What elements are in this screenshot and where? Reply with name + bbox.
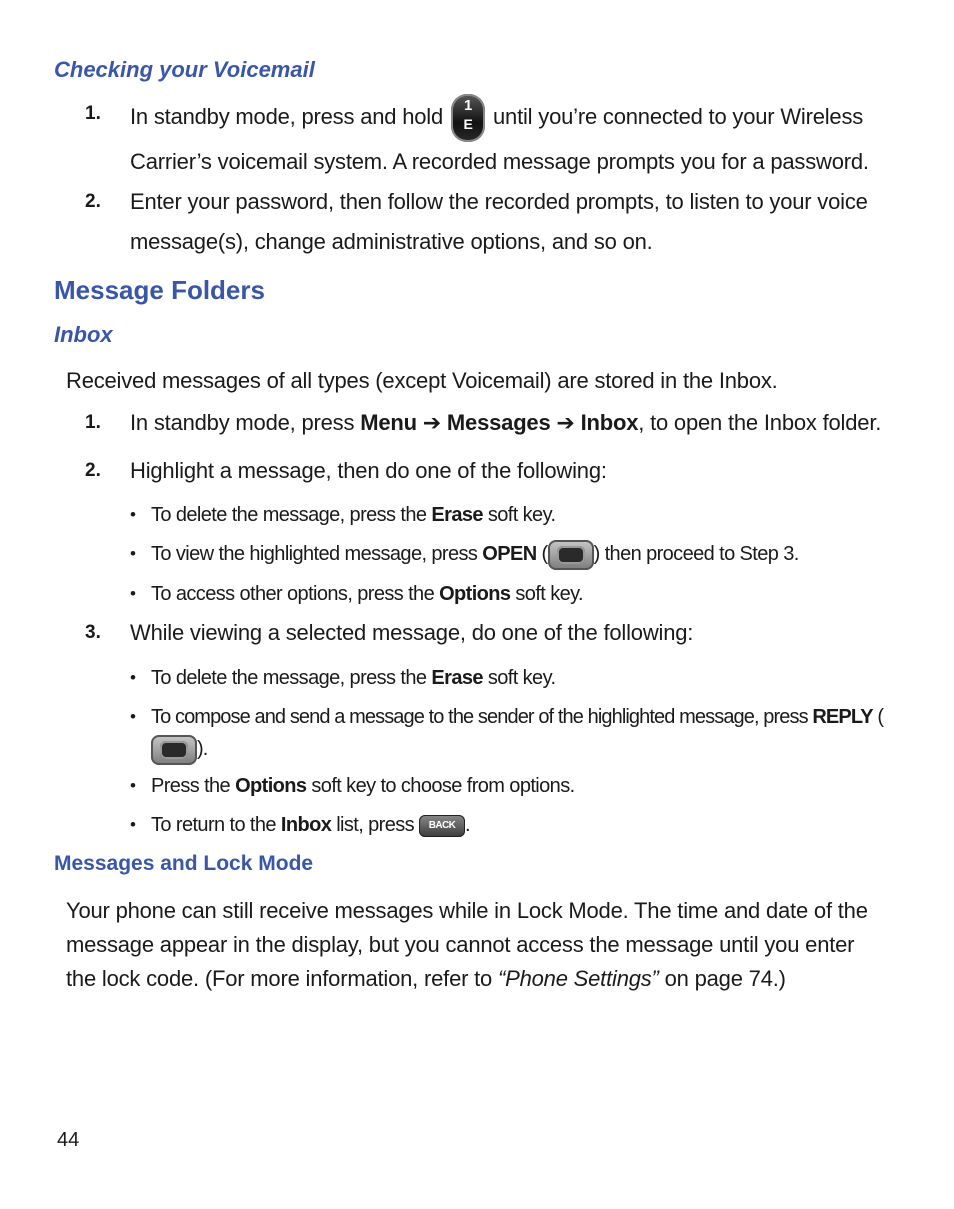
bullet-prefix: Press the: [151, 775, 231, 797]
open-paren: (: [541, 543, 548, 565]
open-key-label: OPEN: [482, 543, 537, 565]
lock-text-before: Your phone can still receive messages while in Lock Mode. The time and date of the message appear in the display, but you cannot access the message until you enter the lock code. (For more information, refer to: [66, 898, 868, 991]
step3-bullet-erase: [130, 662, 885, 694]
bullet-suffix: .: [465, 814, 471, 836]
bullet-text: [151, 662, 885, 694]
step-suffix: , to open the Inbox folder.: [638, 410, 882, 435]
step-text: [130, 94, 885, 182]
lock-mode-heading: Messages and Lock Mode: [54, 852, 314, 875]
erase-key-label: Erase: [431, 504, 483, 526]
messages-label: Messages: [446, 410, 551, 435]
bullet-prefix: To delete the message, press the: [151, 504, 427, 526]
inbox-label: Inbox: [580, 410, 639, 435]
center-key-inner: [160, 741, 188, 759]
bullet-suffix: soft key.: [515, 583, 583, 605]
bullet-prefix: To delete the message, press the: [151, 667, 427, 689]
voicemail-step-2: [85, 182, 885, 262]
options-key-label: Options: [439, 583, 511, 605]
voicemail-key-icon: [451, 94, 485, 142]
voicemail-heading: Checking your Voicemail: [54, 57, 315, 82]
step-text: [130, 403, 885, 443]
step-text-before: In standby mode, press and hold: [130, 103, 444, 129]
step-text: Highlight a message, then do one of the following:: [130, 458, 607, 483]
bullet-dot: •: [130, 815, 136, 834]
step-number: 2.: [85, 191, 101, 212]
step-text-after: until you’re connected to your Wireless Carrier’s voicemail system. A recorded message prompts you for a password.: [130, 103, 869, 174]
bullet-text: [151, 538, 885, 570]
bullet-dot: •: [130, 544, 136, 563]
step-number: 1.: [85, 103, 101, 124]
bullet-text: [151, 809, 885, 841]
bullet-dot: •: [130, 668, 136, 687]
bullet-prefix: To return to the: [151, 814, 276, 836]
bullet-dot: •: [130, 584, 136, 603]
bullet-suffix: soft key.: [487, 667, 556, 689]
center-key-icon: [548, 540, 594, 570]
step2-bullet-erase: [130, 499, 885, 531]
step3-bullet-reply: [130, 701, 885, 765]
bullet-text: [151, 499, 885, 531]
open-paren: (: [877, 706, 884, 728]
step3-bullet-back: [130, 809, 885, 841]
bullet-suffix: ) then proceed to Step 3.: [593, 543, 799, 565]
options-key-label: Options: [235, 775, 307, 797]
step2-bullet-options: [130, 578, 885, 610]
center-key-icon: [151, 735, 197, 765]
menu-label: Menu: [360, 410, 417, 435]
bullet-suffix: soft key to choose from options.: [311, 775, 575, 797]
message-folders-heading: Message Folders: [54, 275, 265, 305]
step-number: 1.: [85, 412, 101, 433]
erase-key-label: Erase: [431, 667, 483, 689]
back-key-icon: BACK: [419, 815, 465, 837]
reply-key-label: REPLY: [812, 706, 873, 728]
arrow-icon: ➔: [556, 410, 575, 435]
step-prefix: In standby mode, press: [130, 410, 355, 435]
voicemail-step-1: [85, 94, 885, 182]
inbox-step-2: [85, 451, 885, 491]
step2-bullet-open: [130, 538, 885, 570]
inbox-intro: Received messages of all types (except Voicemail) are stored in the Inbox.: [66, 368, 778, 393]
step-number: 2.: [85, 460, 101, 481]
page-number: 44: [57, 1129, 80, 1151]
inbox-step-3: [85, 613, 885, 653]
step-text: While viewing a selected message, do one of the following:: [130, 620, 694, 645]
step-text: Enter your password, then follow the recorded prompts, to listen to your voice message(s), change administrative options, and so on.: [130, 189, 868, 254]
bullet-suffix: ).: [197, 738, 208, 760]
bullet-dot: •: [130, 776, 136, 795]
bullet-dot: •: [130, 707, 136, 726]
step-number: 3.: [85, 622, 101, 643]
bullet-text: [151, 770, 885, 802]
key-label-top: 1: [463, 97, 473, 114]
step3-bullet-options: [130, 770, 885, 802]
bullet-text: [151, 578, 885, 610]
center-key-inner: [557, 546, 585, 564]
arrow-icon: ➔: [422, 410, 441, 435]
inbox-key-label: Inbox: [280, 814, 332, 836]
bullet-prefix: To compose and send a message to the sender of the highlighted message, press: [151, 706, 808, 728]
inbox-step-1: [85, 403, 885, 443]
bullet-text: [151, 701, 885, 765]
key-label-bottom: E: [463, 116, 473, 132]
bullet-dot: •: [130, 505, 136, 524]
bullet-prefix: To access other options, press the: [151, 583, 435, 605]
bullet-prefix: To view the highlighted message, press: [151, 543, 478, 565]
bullet-mid: list, press: [336, 814, 415, 836]
lock-text-after: on page 74.): [658, 966, 786, 991]
phone-settings-reference: “Phone Settings”: [498, 966, 659, 991]
bullet-suffix: soft key.: [487, 504, 556, 526]
lock-mode-text: [66, 894, 886, 996]
inbox-heading: Inbox: [54, 322, 113, 347]
